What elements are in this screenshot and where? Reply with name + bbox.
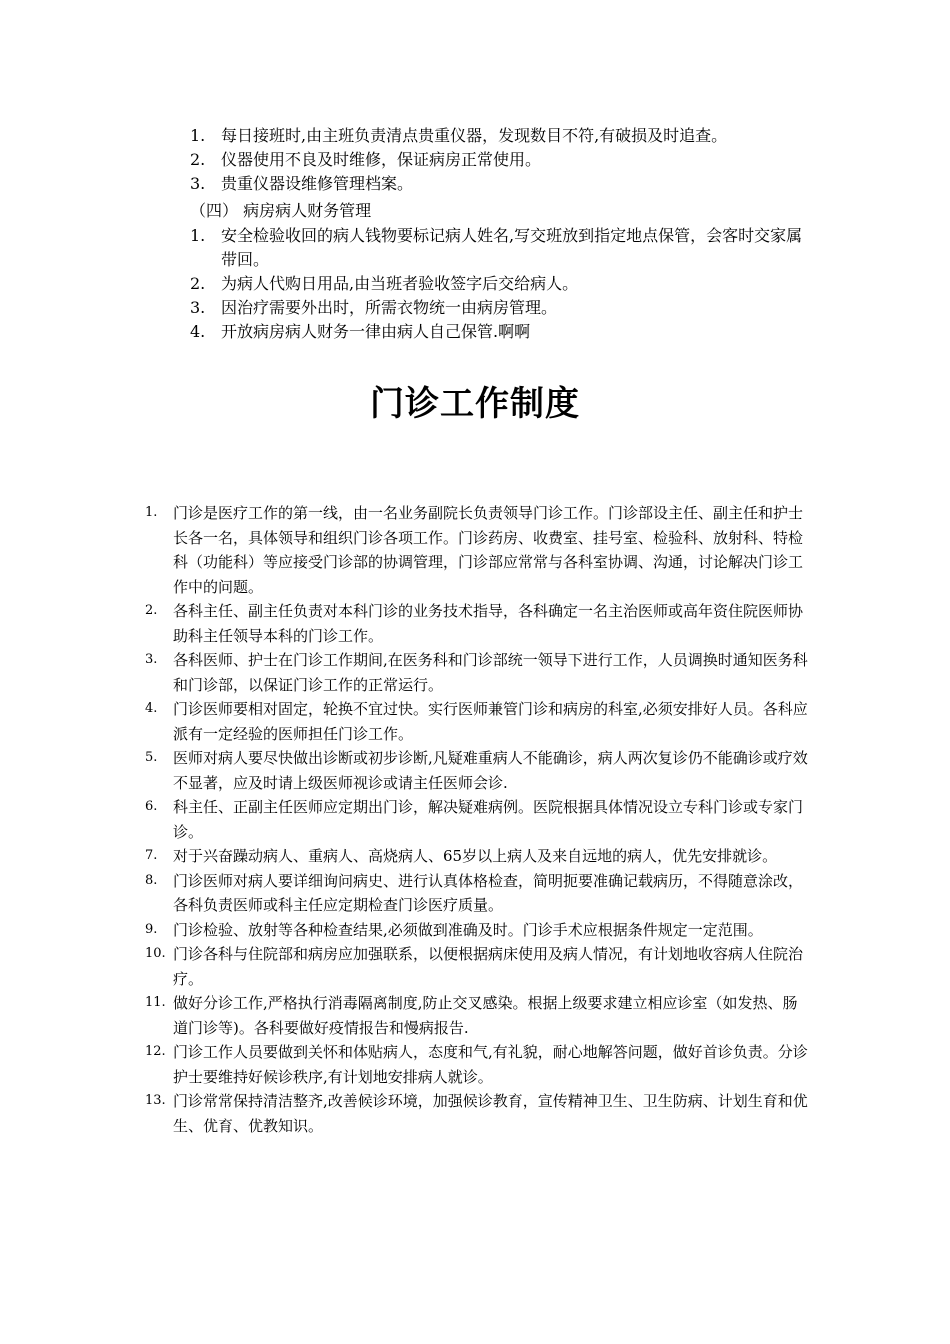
list-number: 7.: [145, 848, 158, 863]
list-number: 4.: [190, 322, 206, 341]
equipment-list: [190, 124, 830, 196]
list-item: [145, 697, 810, 746]
list-number: 13.: [145, 1093, 166, 1108]
list-number: 2.: [190, 274, 206, 293]
list-number: 9.: [145, 921, 158, 937]
list-number: 1.: [190, 126, 206, 145]
section-heading: （四） 病房病人财务管理: [190, 201, 372, 220]
list-item: [190, 172, 830, 196]
list-item: [190, 320, 805, 344]
list-number: 12.: [145, 1044, 166, 1059]
list-item: [145, 599, 810, 648]
list-number: 8.: [145, 872, 158, 888]
list-text: 门诊工作人员要做到关怀和体贴病人，态度和气,有礼貌，耐心地解答问题，做好首诊负责。分诊护士要维持好候诊秩序,有计划地安排病人就诊。: [173, 1043, 808, 1086]
list-number: 5.: [145, 750, 158, 765]
list-number: 4.: [145, 701, 158, 716]
list-item: [145, 942, 810, 991]
list-number: 10.: [145, 946, 166, 961]
list-item: [145, 844, 810, 869]
list-item: [145, 991, 810, 1040]
list-number: 11.: [145, 995, 166, 1010]
list-item: [190, 124, 830, 148]
list-item: [145, 648, 810, 697]
list-text: 贵重仪器设维修管理档案。: [221, 174, 414, 193]
list-text: 因治疗需要外出时，所需衣物统一由病房管理。: [221, 298, 558, 317]
list-item: [145, 746, 810, 795]
list-item: [190, 148, 830, 172]
list-text: 医师对病人要尽快做出诊断或初步诊断,凡疑难重病人不能确诊，病人两次复诊仍不能确诊或疗效不显著，应及时请上级医师视诊或请主任医师会诊.: [173, 749, 808, 792]
list-item: [145, 795, 810, 844]
list-number: 1.: [190, 226, 206, 245]
list-text: 仪器使用不良及时维修，保证病房正常使用。: [221, 150, 542, 169]
list-text: 为病人代购日用品,由当班者验收签字后交给病人。: [221, 274, 579, 293]
list-number: 3.: [145, 652, 158, 667]
list-text: 各科主任、副主任负责对本科门诊的业务技术指导，各科确定一名主治医师或高年资住院医师协助科主任领导本科的门诊工作。: [173, 602, 804, 645]
list-item: [145, 1089, 810, 1138]
list-text: 门诊医师对病人要详细询问病史、进行认真体格检查，简明扼要准确记载病历，不得随意涂改，各科负责医师或科主任应定期检查门诊医疗质量。: [173, 871, 804, 914]
list-number: 1.: [145, 505, 158, 520]
list-number: 3.: [190, 298, 206, 317]
patient-property-list: [190, 224, 805, 344]
list-text: 门诊检验、放射等各种检查结果,必须做到准确及时。门诊手术应根据条件规定一定范围。: [173, 920, 763, 939]
list-item: [145, 918, 810, 943]
list-number: 6.: [145, 799, 158, 814]
list-item: [145, 1040, 810, 1089]
list-text: 门诊各科与住院部和病房应加强联系，以便根据病床使用及病人情况，有计划地收容病人住院治疗。: [173, 945, 804, 988]
page-title: 门诊工作制度: [370, 384, 580, 424]
list-item: [190, 296, 805, 320]
list-text: 每日接班时,由主班负责清点贵重仪器，发现数目不符,有破损及时追查。: [221, 126, 728, 145]
list-text: 门诊常常保持清洁整齐,改善候诊环境，加强候诊教育，宣传精神卫生、卫生防病、计划生育和优生、优育、优教知识。: [173, 1092, 808, 1135]
list-text: 做好分诊工作,严格执行消毒隔离制度,防止交叉感染。根据上级要求建立相应诊室（如发热、肠道门诊等)。各科要做好疫情报告和慢病报告.: [173, 994, 798, 1037]
list-number: 2.: [145, 603, 158, 618]
list-text: 安全检验收回的病人钱物要标记病人姓名,写交班放到指定地点保管，会客时交家属带回。: [221, 226, 803, 269]
list-text: 科主任、正副主任医师应定期出门诊，解决疑难病例。医院根据具体情况设立专科门诊或专家门诊。: [173, 798, 804, 841]
list-item: [145, 501, 810, 599]
list-item: [190, 272, 805, 296]
list-item: [190, 224, 805, 272]
outpatient-rules-list: [145, 501, 810, 1138]
list-text: 对于兴奋躁动病人、重病人、高烧病人、65岁以上病人及来自远地的病人，优先安排就诊。: [173, 847, 778, 865]
list-text: 门诊是医疗工作的第一线，由一名业务副院长负责领导门诊工作。门诊部设主任、副主任和护士长各一名，具体领导和组织门诊各项工作。门诊药房、收费室、挂号室、检验科、放射科、特检科（功能科）等应接受门诊部的协调管理，门诊部应常常与各科室协调、沟通，讨论解决门诊工作中的问题。: [173, 504, 804, 596]
list-item: [145, 869, 810, 918]
list-text: 各科医师、护士在门诊工作期间,在医务科和门诊部统一领导下进行工作，人员调换时通知医务科和门诊部，以保证门诊工作的正常运行。: [173, 651, 808, 694]
list-text: 开放病房病人财务一律由病人自己保管.啊啊: [221, 322, 531, 341]
list-number: 2.: [190, 150, 206, 169]
list-number: 3.: [190, 174, 206, 193]
list-text: 门诊医师要相对固定，轮换不宜过快。实行医师兼管门诊和病房的科室,必须安排好人员。各科应派有一定经验的医师担任门诊工作。: [173, 700, 808, 743]
